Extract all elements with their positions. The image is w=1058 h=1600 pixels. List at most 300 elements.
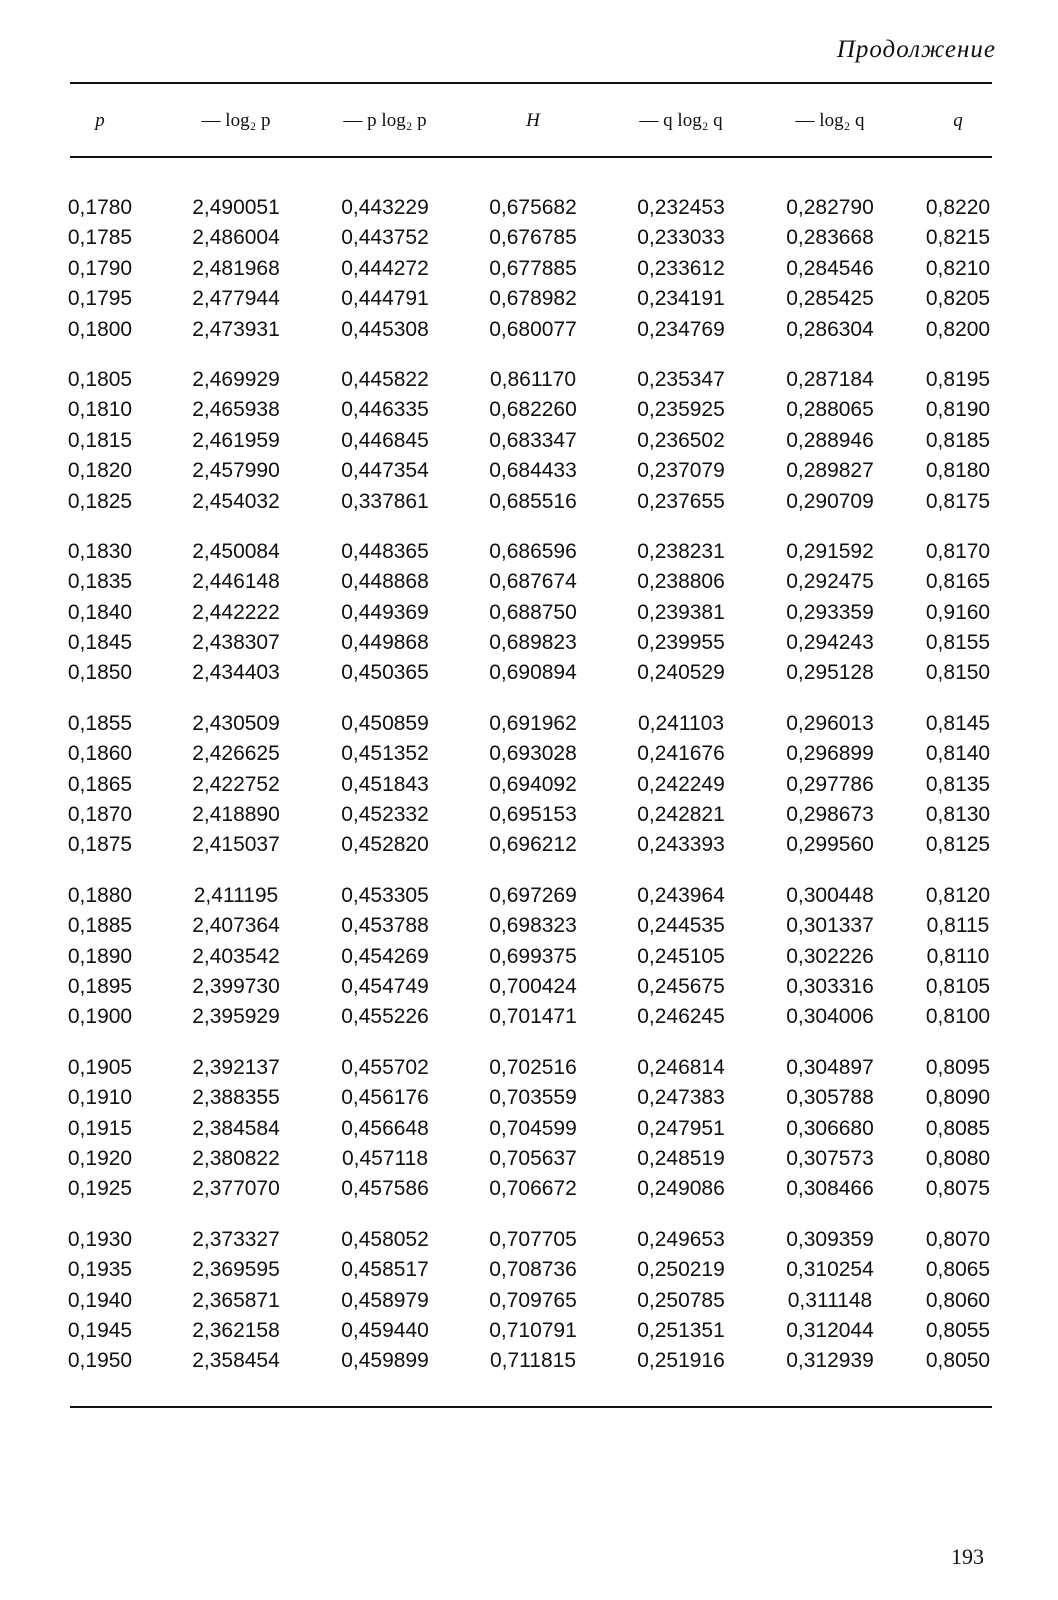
table-cell: 0,456176 [341,1086,429,1110]
table-cell: 0,251351 [637,1318,725,1342]
row-group [0,366,1058,518]
table-cell: 2,377070 [192,1177,280,1201]
table-cell: 0,8135 [925,772,991,796]
table-cell: 0,1855 [67,711,133,735]
table-cell: 0,702516 [489,1055,577,1079]
table-cell: 0,8140 [925,742,991,766]
table-cell: 0,700424 [489,974,577,998]
table-cell: 0,8120 [925,883,991,907]
table-cell: 0,244535 [637,914,725,938]
table-cell: 0,699375 [489,944,577,968]
table-cell: 0,678982 [489,287,577,311]
table-cell: 0,707705 [489,1227,577,1251]
table-cell: 0,449868 [341,631,429,655]
table-cell: 0,1785 [67,226,133,250]
table-cell: 0,235925 [637,398,725,422]
table-cell: 0,242249 [637,772,725,796]
table-cell: 0,8110 [926,944,990,968]
table-cell: 0,300448 [786,883,874,907]
table-cell: 0,8155 [925,631,991,655]
table-cell: 0,458517 [341,1258,429,1282]
table-cell: 0,245675 [637,974,725,998]
table-cell: 0,308466 [786,1177,874,1201]
table-row [0,1317,1058,1347]
table-cell: 0,234191 [637,287,725,311]
table-cell: 0,691962 [489,711,577,735]
row-group [0,538,1058,690]
table-cell: 0,238231 [637,539,725,563]
table-cell: 0,693028 [489,742,577,766]
table-cell: 2,358454 [192,1349,280,1373]
table-cell: 0,309359 [786,1227,874,1251]
table-cell: 0,453305 [341,883,429,907]
row-group [0,1054,1058,1206]
table-cell: 0,1885 [67,914,133,938]
table-cell: 0,311148 [787,1288,873,1312]
table-row [0,599,1058,629]
table-cell: 0,680077 [489,317,577,341]
table-cell: 2,411195 [193,883,279,907]
table-cell: 2,392137 [192,1055,280,1079]
table-cell: 0,289827 [786,459,874,483]
table-cell: 0,682260 [489,398,577,422]
table-cell: 0,451843 [341,772,429,796]
table-cell: 2,454032 [192,489,280,513]
table-cell: 0,689823 [489,631,577,655]
table-cell: 0,243964 [637,883,725,907]
table-cell: 0,8105 [925,974,991,998]
table-row [0,943,1058,973]
table-row [0,973,1058,1003]
table-cell: 0,454269 [341,944,429,968]
table-cell: 0,676785 [489,226,577,250]
table-cell: 2,490051 [192,196,280,219]
table-cell: 0,296899 [786,742,874,766]
table-cell: 0,241103 [637,711,725,735]
table-cell: 2,415037 [192,833,280,857]
table-cell: 0,8050 [925,1349,991,1373]
table-cell: 0,711815 [489,1349,577,1373]
table-cell: 0,686596 [489,539,577,563]
table-cell: 0,240529 [637,661,725,685]
table-cell: 0,446335 [341,398,429,422]
table-row [0,710,1058,740]
table-cell: 2,442222 [192,600,280,624]
table-cell: 0,1860 [67,742,133,766]
table-cell: 0,8090 [925,1086,991,1110]
table-cell: 0,445822 [341,367,429,391]
entropy-table-body [0,194,1058,1398]
table-cell: 0,8165 [925,570,991,594]
table-cell: 0,459440 [341,1318,429,1342]
table-cell: 0,1840 [67,600,133,624]
table-row [0,194,1058,224]
table-cell: 0,233612 [637,256,725,280]
row-group [0,1226,1058,1378]
header-q: q [953,110,963,131]
table-cell: 2,373327 [192,1227,280,1251]
table-cell: 0,703559 [489,1086,577,1110]
table-cell: 0,8195 [925,367,991,391]
table-cell: 0,8060 [925,1288,991,1312]
table-cell: 0,696212 [489,833,577,857]
table-cell: 0,8085 [925,1116,991,1140]
table-cell: 2,380822 [192,1146,280,1170]
table-cell: 0,246245 [637,1005,725,1029]
table-row [0,396,1058,426]
table-cell: 0,1835 [67,570,133,594]
table-cell: 0,310254 [786,1258,874,1282]
table-cell: 0,288946 [786,428,874,452]
table-cell: 0,704599 [489,1116,577,1140]
table-cell: 0,303316 [786,974,874,998]
table-cell: 2,473931 [192,317,280,341]
table-header [0,110,1058,140]
header-neg-p-log2-p: — p log₂ p [343,110,427,131]
table-cell: 0,445308 [341,317,429,341]
table-row [0,831,1058,861]
table-cell: 0,448365 [341,539,429,563]
table-cell: 0,1800 [67,317,133,341]
table-cell: 0,1925 [67,1177,133,1201]
table-cell: 0,458979 [341,1288,429,1312]
table-cell: 0,454749 [341,974,429,998]
table-cell: 0,8185 [925,428,991,452]
table-cell: 0,694092 [489,772,577,796]
table-cell: 0,444272 [341,256,429,280]
table-cell: 0,8070 [925,1227,991,1251]
table-cell: 0,1805 [67,367,133,391]
table-cell: 0,8095 [925,1055,991,1079]
table-row [0,538,1058,568]
table-cell: 0,450859 [341,711,429,735]
table-cell: 0,305788 [786,1086,874,1110]
table-cell: 2,477944 [192,287,280,311]
table-cell: 2,486004 [192,226,280,250]
table-cell: 0,710791 [489,1318,577,1342]
table-cell: 0,1900 [67,1005,133,1029]
table-cell: 0,449369 [341,600,429,624]
table-cell: 0,282790 [786,196,874,219]
table-cell: 0,243393 [637,833,725,857]
table-cell: 2,369595 [192,1258,280,1282]
table-cell: 0,688750 [489,600,577,624]
table-cell: 0,233033 [637,226,725,250]
table-row [0,1226,1058,1256]
table-cell: 0,1865 [67,772,133,796]
table-cell: 0,8100 [925,1005,991,1029]
table-cell: 0,9160 [925,600,991,624]
table-cell: 0,306680 [786,1116,874,1140]
table-cell: 0,237079 [637,459,725,483]
table-cell: 0,295128 [786,661,874,685]
table-cell: 0,8210 [925,256,991,280]
table-cell: 2,446148 [192,570,280,594]
table-row [0,1084,1058,1114]
table-cell: 0,293359 [786,600,874,624]
table-cell: 0,8080 [925,1146,991,1170]
table-cell: 0,687674 [489,570,577,594]
table-cell: 0,1910 [67,1086,133,1110]
table-cell: 0,450365 [341,661,429,685]
table-cell: 0,684433 [489,459,577,483]
table-cell: 0,232453 [637,196,725,219]
table-cell: 0,290709 [786,489,874,513]
table-cell: 0,250219 [637,1258,725,1282]
table-cell: 0,690894 [489,661,577,685]
table-cell: 0,287184 [786,367,874,391]
table-cell: 2,362158 [192,1318,280,1342]
table-cell: 0,1790 [67,256,133,280]
table-cell: 0,1950 [67,1349,133,1373]
table-cell: 0,705637 [489,1146,577,1170]
table-cell: 0,1935 [67,1258,133,1282]
table-cell: 0,443229 [341,196,429,219]
table-cell: 2,434403 [192,661,280,685]
table-cell: 0,250785 [637,1288,725,1312]
table-cell: 0,235347 [637,367,725,391]
table-cell: 0,1875 [67,833,133,857]
table-row [0,457,1058,487]
table-row [0,1003,1058,1033]
table-cell: 0,296013 [786,711,874,735]
table-row [0,255,1058,285]
table-cell: 2,469929 [192,367,280,391]
table-cell: 0,685516 [489,489,577,513]
table-cell: 0,8075 [925,1177,991,1201]
table-cell: 0,247951 [637,1116,725,1140]
table-row [0,285,1058,315]
table-cell: 0,701471 [489,1005,577,1029]
table-cell: 0,455702 [341,1055,429,1079]
table-row [0,1115,1058,1145]
table-cell: 0,285425 [786,287,874,311]
bottom-rule [70,1406,992,1408]
table-row [0,488,1058,518]
table-cell: 0,298673 [786,803,874,827]
table-cell: 2,430509 [192,711,280,735]
table-cell: 0,284546 [786,256,874,280]
table-cell: 2,461959 [192,428,280,452]
table-cell: 0,249653 [637,1227,725,1251]
table-row [0,912,1058,942]
table-cell: 0,239955 [637,631,725,655]
table-row [0,1256,1058,1286]
table-cell: 0,249086 [637,1177,725,1201]
table-cell: 0,1905 [67,1055,133,1079]
table-cell: 0,697269 [489,883,577,907]
table-cell: 0,292475 [786,570,874,594]
table-cell: 0,698323 [489,914,577,938]
table-cell: 0,291592 [786,539,874,563]
table-row [0,740,1058,770]
table-cell: 0,683347 [489,428,577,452]
table-cell: 0,8200 [925,317,991,341]
table-cell: 0,1825 [67,489,133,513]
table-cell: 0,1945 [67,1318,133,1342]
table-cell: 0,1810 [67,398,133,422]
table-cell: 0,706672 [489,1177,577,1201]
table-cell: 0,8115 [926,914,990,938]
table-cell: 0,1850 [67,661,133,685]
table-cell: 0,695153 [489,803,577,827]
table-cell: 0,8205 [925,287,991,311]
table-cell: 0,238806 [637,570,725,594]
table-cell: 2,395929 [192,1005,280,1029]
table-cell: 0,299560 [786,833,874,857]
table-cell: 0,337861 [341,489,429,513]
table-cell: 2,418890 [192,803,280,827]
page-number: 193 [951,1544,984,1569]
table-cell: 0,246814 [637,1055,725,1079]
table-cell: 0,459899 [341,1349,429,1373]
table-cell: 0,251916 [637,1349,725,1373]
table-cell: 0,312044 [786,1318,874,1342]
table-cell: 0,8215 [925,226,991,250]
row-group [0,882,1058,1034]
table-cell: 0,1795 [67,287,133,311]
table-cell: 0,1830 [67,539,133,563]
table-row [0,568,1058,598]
table-cell: 0,304897 [786,1055,874,1079]
table-cell: 0,457586 [341,1177,429,1201]
table-cell: 0,1880 [67,883,133,907]
table-row [0,659,1058,689]
table-cell: 2,422752 [192,772,280,796]
table-cell: 0,297786 [786,772,874,796]
table-cell: 2,365871 [192,1288,280,1312]
table-cell: 0,1895 [67,974,133,998]
header-rule [70,156,992,158]
table-cell: 2,450084 [192,539,280,563]
table-cell: 0,861170 [489,367,577,391]
table-row [0,1347,1058,1377]
header-neg-log2-p: — log₂ p [201,110,271,131]
table-cell: 0,451352 [341,742,429,766]
table-cell: 2,465938 [192,398,280,422]
table-cell: 2,457990 [192,459,280,483]
header-neg-log2-q: — log₂ q [795,110,865,131]
table-cell: 0,1940 [67,1288,133,1312]
table-cell: 2,399730 [192,974,280,998]
table-cell: 0,453788 [341,914,429,938]
table-cell: 2,481968 [192,256,280,280]
header-h: H [526,110,540,131]
table-row [0,801,1058,831]
table-cell: 0,677885 [489,256,577,280]
table-cell: 0,1870 [67,803,133,827]
table-cell: 0,294243 [786,631,874,655]
table-cell: 2,403542 [192,944,280,968]
header-neg-q-log2-q: — q log₂ q [639,110,723,131]
table-cell: 0,447354 [341,459,429,483]
row-group [0,194,1058,346]
table-row [0,629,1058,659]
table-row [0,771,1058,801]
table-cell: 0,236502 [637,428,725,452]
table-cell: 0,245105 [637,944,725,968]
table-cell: 0,307573 [786,1146,874,1170]
table-cell: 0,286304 [786,317,874,341]
table-cell: 0,8180 [925,459,991,483]
table-cell: 0,234769 [637,317,725,341]
table-cell: 0,452820 [341,833,429,857]
table-cell: 0,241676 [637,742,725,766]
table-cell: 0,8130 [925,803,991,827]
table-cell: 0,8065 [925,1258,991,1282]
table-cell: 2,384584 [192,1116,280,1140]
table-row [0,427,1058,457]
top-rule [70,82,992,84]
table-cell: 2,407364 [192,914,280,938]
table-row [0,366,1058,396]
header-p: p [95,110,105,131]
table-cell: 0,1780 [67,196,133,219]
table-cell: 0,452332 [341,803,429,827]
table-cell: 0,708736 [489,1258,577,1282]
table-cell: 0,8145 [925,711,991,735]
table-cell: 0,301337 [786,914,874,938]
table-cell: 0,8170 [925,539,991,563]
table-cell: 0,444791 [341,287,429,311]
table-cell: 0,239381 [637,600,725,624]
table-cell: 0,237655 [637,489,725,513]
table-cell: 0,455226 [341,1005,429,1029]
table-cell: 0,1815 [67,428,133,452]
table-cell: 0,247383 [637,1086,725,1110]
table-cell: 0,8150 [925,661,991,685]
table-cell: 0,709765 [489,1288,577,1312]
table-cell: 0,456648 [341,1116,429,1140]
table-cell: 0,283668 [786,226,874,250]
table-cell: 0,312939 [786,1349,874,1373]
table-cell: 0,448868 [341,570,429,594]
table-cell: 2,388355 [192,1086,280,1110]
table-cell: 0,1920 [67,1146,133,1170]
continuation-label: Продолжение [836,36,996,63]
table-cell: 0,288065 [786,398,874,422]
row-group [0,710,1058,862]
table-row [0,1287,1058,1317]
table-cell: 0,8175 [925,489,991,513]
table-cell: 0,304006 [786,1005,874,1029]
table-cell: 0,446845 [341,428,429,452]
table-cell: 2,438307 [192,631,280,655]
table-row [0,1054,1058,1084]
table-row [0,882,1058,912]
table-cell: 0,443752 [341,226,429,250]
table-cell: 0,1890 [67,944,133,968]
table-cell: 0,457118 [341,1146,429,1170]
table-cell: 0,675682 [489,196,577,219]
table-cell: 0,302226 [786,944,874,968]
table-cell: 0,248519 [637,1146,725,1170]
table-cell: 0,242821 [637,803,725,827]
table-cell: 0,1930 [67,1227,133,1251]
table-cell: 0,8190 [925,398,991,422]
table-cell: 0,1845 [67,631,133,655]
table-cell: 0,8220 [925,196,991,219]
table-cell: 0,1915 [67,1116,133,1140]
table-cell: 0,8125 [925,833,991,857]
table-row [0,1175,1058,1205]
table-cell: 2,426625 [192,742,280,766]
table-row [0,224,1058,254]
table-cell: 0,8055 [925,1318,991,1342]
table-row [0,1145,1058,1175]
table-cell: 0,458052 [341,1227,429,1251]
table-cell: 0,1820 [67,459,133,483]
